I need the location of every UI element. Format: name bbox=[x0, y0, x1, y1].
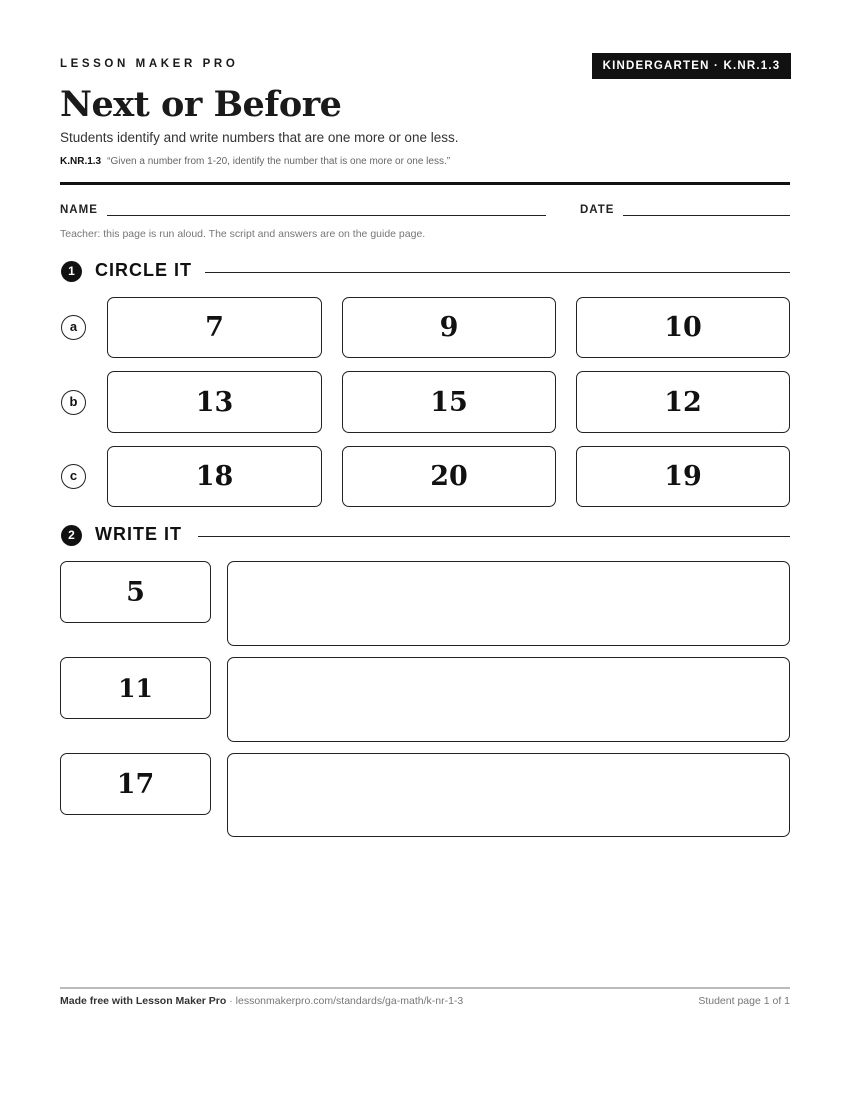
section-divider bbox=[198, 536, 790, 537]
row-letter-badge: b bbox=[61, 390, 86, 415]
answer-write-box[interactable] bbox=[227, 753, 790, 837]
standard-code: K.NR.1.3 bbox=[60, 156, 102, 167]
footer-divider bbox=[60, 987, 790, 989]
number-choice-box[interactable]: 9 bbox=[342, 297, 556, 358]
header-divider bbox=[60, 182, 790, 185]
row-letter-badge: a bbox=[61, 315, 86, 340]
name-field[interactable] bbox=[107, 215, 546, 216]
teacher-note: Teacher: this page is run aloud. The script and answers are on the guide page. bbox=[60, 228, 426, 240]
number-choice-box[interactable]: 7 bbox=[107, 297, 322, 358]
answer-write-box[interactable] bbox=[227, 657, 790, 742]
prompt-number-box: 17 bbox=[60, 753, 211, 815]
row-letter-badge: c bbox=[61, 464, 86, 489]
number-choice-box[interactable]: 12 bbox=[576, 371, 790, 433]
section-title: CIRCLE IT bbox=[95, 260, 192, 280]
standard-text: “Given a number from 1-20, identify the number that is one more or one less.” bbox=[107, 156, 451, 167]
name-label: NAME bbox=[60, 204, 98, 216]
date-field[interactable] bbox=[623, 215, 790, 216]
date-label: DATE bbox=[580, 204, 615, 216]
standard-line bbox=[60, 156, 450, 167]
page-subtitle: Students identify and write numbers that are one more or one less. bbox=[60, 130, 459, 145]
footer-page-label: Student page 1 of 1 bbox=[698, 995, 790, 1007]
number-choice-box[interactable]: 15 bbox=[342, 371, 556, 433]
number-choice-box[interactable]: 10 bbox=[576, 297, 790, 358]
number-choice-box[interactable]: 18 bbox=[107, 446, 322, 507]
section-divider bbox=[205, 272, 790, 273]
answer-write-box[interactable] bbox=[227, 561, 790, 646]
page-title: Next or Before bbox=[60, 84, 342, 125]
number-choice-box[interactable]: 20 bbox=[342, 446, 556, 507]
section-title: WRITE IT bbox=[95, 524, 182, 544]
brand-name: LESSON MAKER PRO bbox=[60, 58, 239, 70]
prompt-number-box: 11 bbox=[60, 657, 211, 719]
footer-separator: · bbox=[226, 995, 236, 1007]
section-number-badge: 2 bbox=[61, 525, 82, 546]
grade-badge: KINDERGARTEN · K.NR.1.3 bbox=[592, 53, 791, 79]
number-choice-box[interactable]: 13 bbox=[107, 371, 322, 433]
section-number-badge: 1 bbox=[61, 261, 82, 282]
number-choice-box[interactable]: 19 bbox=[576, 446, 790, 507]
footer-credit bbox=[60, 995, 463, 1007]
footer-made-with: Made free with Lesson Maker Pro bbox=[60, 995, 227, 1007]
prompt-number-box: 5 bbox=[60, 561, 211, 623]
footer-url[interactable]: lessonmakerpro.com/standards/ga-math/k-nr-1-3 bbox=[235, 995, 464, 1007]
